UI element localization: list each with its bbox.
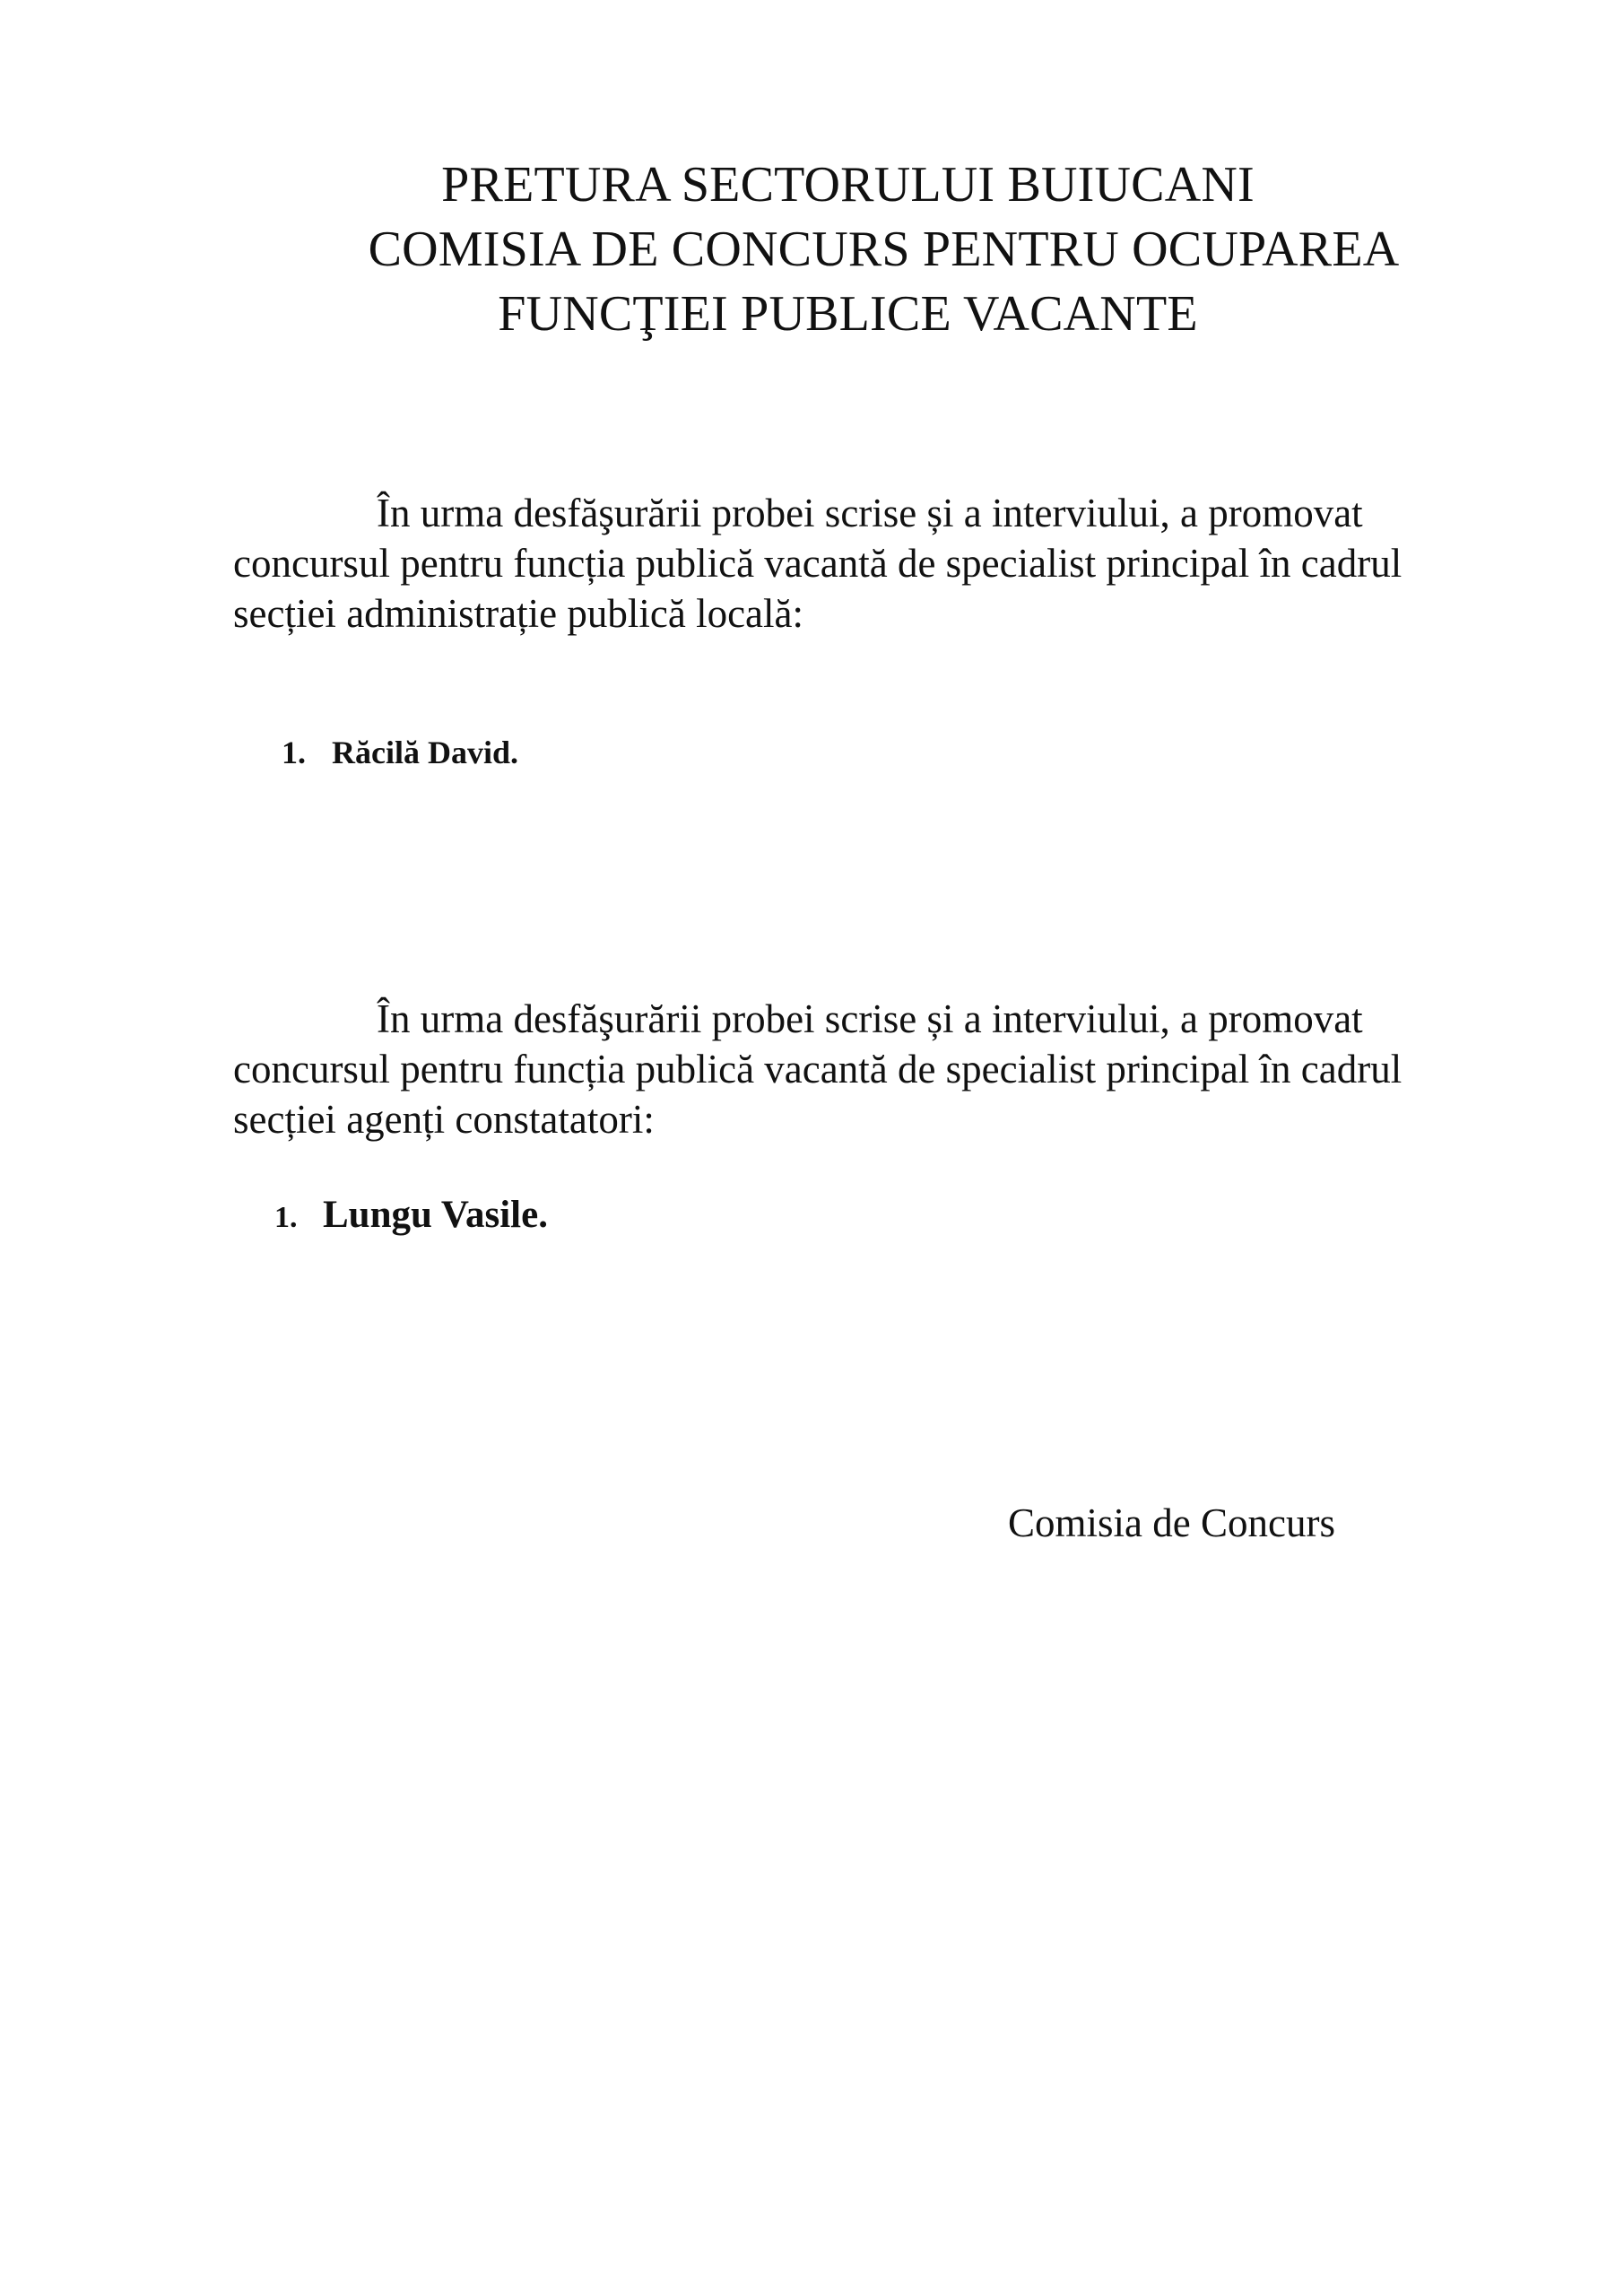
heading-line-institution: PRETURA SECTORULUI BUIUCANI xyxy=(441,157,1255,213)
winner-name: Lungu Vasile. xyxy=(323,1194,548,1236)
heading-line-commission: COMISIA DE CONCURS PENTRU OCUPAREA xyxy=(368,222,1400,277)
list-item-winner-2 xyxy=(274,1193,548,1237)
paragraph-1-line-3: secției administrație publică locală: xyxy=(233,591,803,636)
list-item-number: 1. xyxy=(274,1201,298,1234)
announcement-paragraph-1 xyxy=(233,488,1515,639)
paragraph-2-line-3: secției agenți constatatori: xyxy=(233,1097,655,1142)
paragraph-2-line-2: concursul pentru funcția publică vacantă de specialist principal în cadrul xyxy=(233,1047,1403,1091)
list-item-number: 1. xyxy=(282,735,306,770)
paragraph-2-line-1: În urma desfăşurării probei scrise și a interviului, a promovat xyxy=(377,996,1363,1041)
paragraph-1-line-2: concursul pentru funcția publică vacantă de specialist principal în cadrul xyxy=(233,541,1403,586)
winner-name: Răcilă David. xyxy=(332,735,519,770)
signature-commission: Comisia de Concurs xyxy=(1008,1500,1335,1545)
heading-line-position: FUNCŢIEI PUBLICE VACANTE xyxy=(498,286,1198,342)
announcement-paragraph-2 xyxy=(233,994,1515,1144)
document-heading xyxy=(0,152,1624,346)
list-item-winner-1 xyxy=(282,734,518,771)
paragraph-1-line-1: În urma desfăşurării probei scrise și a interviului, a promovat xyxy=(377,491,1363,535)
